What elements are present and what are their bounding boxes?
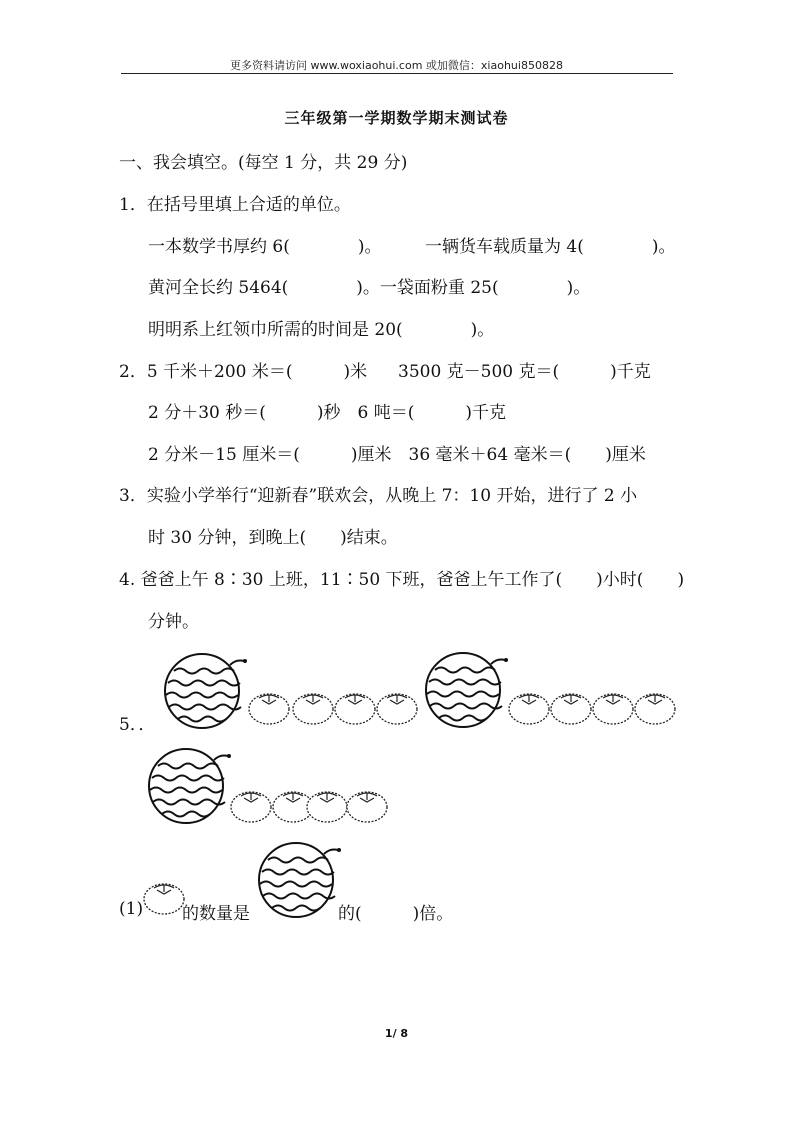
q2-line1a: 2．5 千米＋200 米＝( )米: [119, 362, 368, 382]
watermelon-icon: [258, 842, 342, 918]
q1-line2: 黄河全长约 5464( )。一袋面粉重 25( )。: [148, 278, 591, 298]
watermelon-icon: [164, 653, 248, 729]
q1-stem: 1．在括号里填上合适的单位。: [119, 195, 351, 215]
header-divider: [121, 73, 673, 74]
tomato-icon: [143, 880, 181, 912]
tomato-icon: [346, 788, 388, 824]
tomato-icon: [230, 788, 272, 824]
tomato-icon: [334, 690, 376, 726]
tomato-icon: [376, 690, 418, 726]
tomato-icon: [634, 690, 676, 726]
page-title: 三年级第一学期数学期末测试卷: [284, 109, 509, 127]
q5-sub1-prefix: (1): [119, 899, 144, 919]
tomato-icon: [592, 690, 634, 726]
page-number: 1/ 8: [384, 1027, 409, 1040]
page-header: 更多资料请访问 www.woxiaohui.com 或加微信：xiaohui850828: [230, 59, 563, 72]
q4-line2: 分钟。: [148, 612, 199, 632]
q1-line1b: 一辆货车载质量为 4( )。: [425, 237, 676, 257]
q1-line1a: 一本数学书厚约 6( )。: [148, 237, 382, 257]
q3-line2: 时 30 分钟，到晚上( )结束。: [148, 528, 398, 548]
watermelon-icon: [425, 652, 509, 728]
q1-line3: 明明系上红领巾所需的时间是 20( )。: [148, 320, 495, 340]
tomato-icon: [306, 788, 348, 824]
tomato-icon: [550, 690, 592, 726]
q2-line3: 2 分米－15 厘米＝( )厘米 36 毫米＋64 毫米＝( )厘米: [148, 445, 646, 465]
q5-label: 5．．: [119, 715, 156, 735]
q5-sub1-mid: 的数量是: [182, 904, 250, 924]
q3-line1: 3．实验小学举行“迎新春”联欢会，从晚上 7：10 开始，进行了 2 小: [119, 486, 638, 506]
tomato-icon: [508, 690, 550, 726]
q2-line1b: 3500 克－500 克＝( )千克: [398, 362, 651, 382]
tomato-icon: [292, 690, 334, 726]
q4-line1: 4. 爸爸上午 8∶30 上班，11∶50 下班，爸爸上午工作了( )小时( ): [119, 570, 685, 590]
tomato-icon: [248, 690, 290, 726]
watermelon-icon: [148, 748, 232, 824]
q5-sub1-suffix: 的( )倍。: [338, 904, 454, 924]
q2-line2: 2 分＋30 秒＝( )秒 6 吨＝( )千克: [148, 403, 507, 423]
section-heading: 一、我会填空。(每空 1 分，共 29 分): [119, 153, 408, 173]
